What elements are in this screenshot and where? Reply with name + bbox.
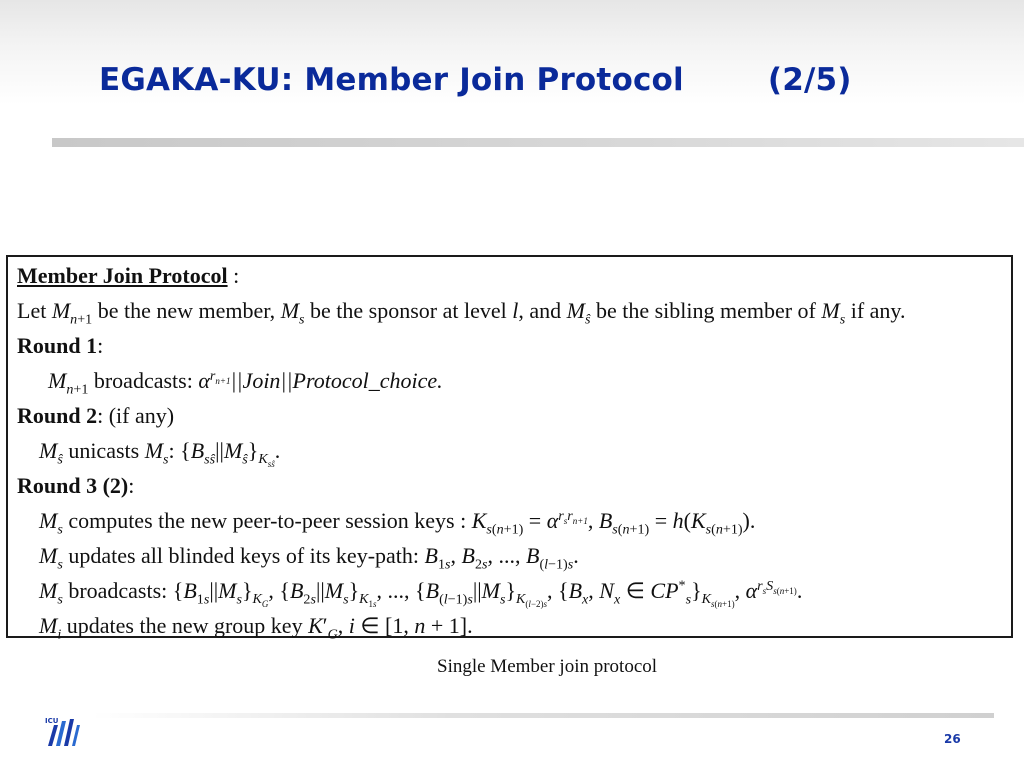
round3-line-blinded-keys: $M_s$ updates all blinded keys of its key-path: $B_{1s}$, $B_{2s}$, ..., $B_{(l-1)s}$.: [39, 543, 579, 573]
slide-title-text: EGAKA-KU: Member Join Protocol: [99, 62, 684, 98]
figure-caption: Single Member join protocol: [437, 656, 658, 677]
round1-broadcast-line: $M_{n+1}$ broadcasts: $\alpha^{r_{n+1}}||Join||Protocol\_choice$.: [48, 367, 443, 398]
round3-line-broadcasts: $M_s$ broadcasts: $\{B_{1s}||M_s\}_{K_G}$, $\{B_{2s}||M_s\}_{K_{1s}}$, ..., $\{B_{(l-1)s}||M_s\}_{K_{(l-2)s}}$, {$B_x$, $N_x$ ∈ $CP^*_s\}_{K_{s(n+1)}}$, $\alpha^{r_sS_{s(n+1)}}$.: [39, 577, 803, 610]
protocol-box: [6, 255, 1013, 643]
protocol-heading: Member Join Protocol :: [17, 263, 240, 288]
icu-logo-icon: [44, 715, 80, 747]
round2-heading: Round 2: (if any): [17, 403, 175, 428]
round2-unicast-line: $M_ŝ$ unicasts $M_s$: $\{B_{sŝ}||M_ŝ\}_{K_{sŝ}}$.: [39, 438, 281, 470]
page-number: 26: [944, 732, 961, 746]
intro-line: Let $M_{n+1}$ be the new member, $M_s$ be the sponsor at level l, and $M_ŝ$ be the sibling member of $M_s$ if any.: [17, 298, 906, 328]
slide-title: [99, 62, 852, 98]
footer-divider: [92, 713, 994, 718]
round1-heading: Round 1:: [17, 333, 104, 358]
logo-text: ICU: [45, 717, 59, 725]
round3-heading: Round 3 (2):: [17, 473, 135, 498]
slide-pager: (2/5): [767, 62, 852, 98]
round3-line-group-key: $M_i$ updates the new group key $K'_G$, i ∈ [1, n + 1].: [39, 613, 473, 643]
round3-line-session-keys: $M_s$ computes the new peer-to-peer session keys : $K_{s(n+1)} = \alpha^{r_sr_{n+1}}$, $B_{s(n+1)} = h(K_{s(n+1)})$.: [39, 507, 756, 538]
title-divider: [52, 138, 1024, 147]
